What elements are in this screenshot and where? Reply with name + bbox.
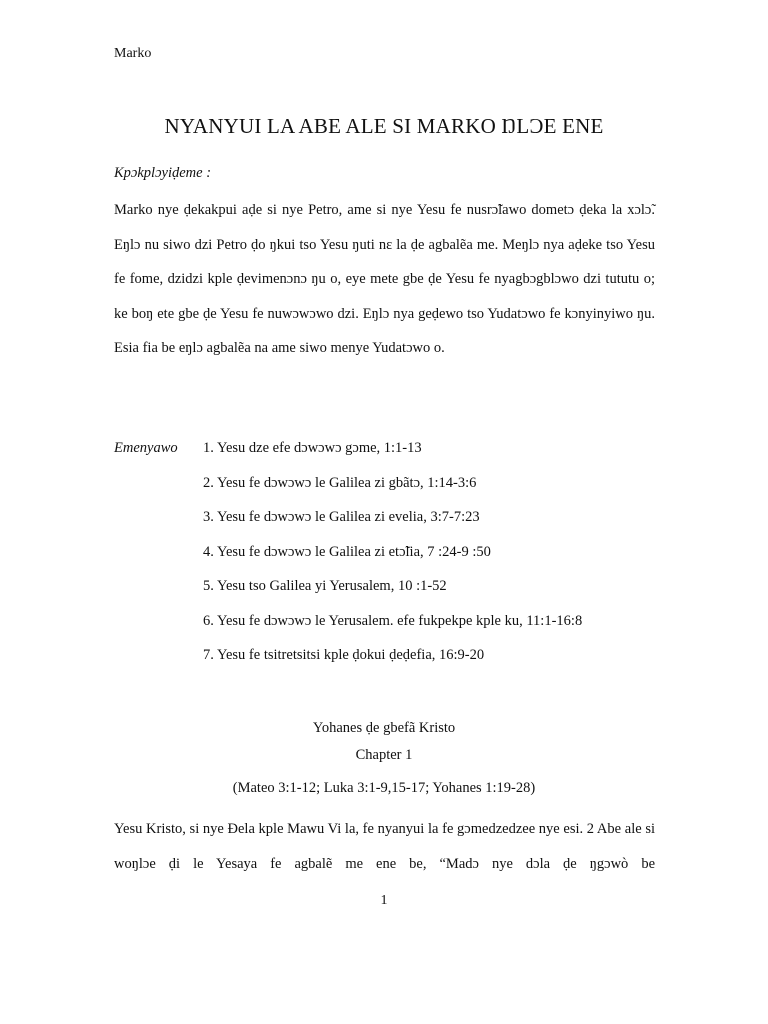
page-number: 1: [380, 893, 388, 908]
outline-item: 4. Yesu fe dɔwɔwɔ le Galilea zi etɔ̃lia, 7 :24-9 :50: [203, 543, 491, 560]
outline-item: 2. Yesu fe dɔwɔwɔ le Galilea zi gbãtɔ, 1:14-3:6: [203, 474, 477, 491]
intro-paragraph: Marko nye ḍekakpui aḍe si nye Petro, ame si nye Yesu fe nusrɔ̃lawo dometɔ ḍeka la xɔlɔ̃. Eŋlɔ nu siwo dzi Petro ḍo ŋkui tso Yesu ŋuti nɛ la ḍe agbalẽa me. Meŋlɔ nya aḍeke tso Yesu fe fome, dzidzi kple ḍevimenɔnɔ ŋu o, eye mete gbe ḍe Yesu fe nyagbɔgblɔwo dzi tututu o; ke boŋ ete gbe ḍe Yesu fe nuwɔwɔwo dzi. Eŋlɔ nya geḍewo tso Yudatɔwo fe kɔnyinyiwo ŋu. Esia fia be eŋlɔ agbalẽa na ame siwo menye Yudatɔwo o.: [114, 202, 655, 357]
outline-item: 7. Yesu fe tsitretsitsi kple ḍokui ḍeḍefia, 16:9-20: [203, 647, 485, 663]
outline-item: 5. Yesu tso Galilea yi Yerusalem, 10 :1-52: [203, 578, 447, 594]
outline-list: [203, 440, 582, 682]
outline-label: Emenyawo: [114, 440, 178, 456]
page-title: NYANYUI LA ABE ALE SI MARKO ŊLƆE ENE: [164, 114, 604, 138]
cross-references: (Mateo 3:1-12; Luka 3:1-9,15-17; Yohanes 1:19-28): [232, 780, 536, 796]
outline-item: 1. Yesu dze efe dɔwɔwɔ gɔme, 1:1-13: [203, 440, 422, 456]
running-head: Marko: [114, 46, 152, 61]
section-title: Yohanes ḍe gbefã Kristo: [312, 720, 456, 736]
chapter-heading: Chapter 1: [355, 747, 413, 763]
outline-item: 3. Yesu fe dɔwɔwɔ le Galilea zi evelia, 3:7-7:23: [203, 509, 480, 525]
intro-heading: Kpɔkplɔyiḍeme :: [114, 165, 212, 181]
outline-item: 6. Yesu fe dɔwɔwɔ le Yerusalem. efe fukpekpe kple ku, 11:1-16:8: [203, 612, 583, 629]
body-paragraph: Yesu Kristo, si nye Đela kple Mawu Vi la, fe nyanyui la fe gɔmedzedzee nye esi. 2 Abe ale si woŋlɔe ḍi le Yesaya fe agbalẽ me ene be, “Madɔ nye dɔla ḍe ŋgɔwò be: [114, 821, 655, 872]
